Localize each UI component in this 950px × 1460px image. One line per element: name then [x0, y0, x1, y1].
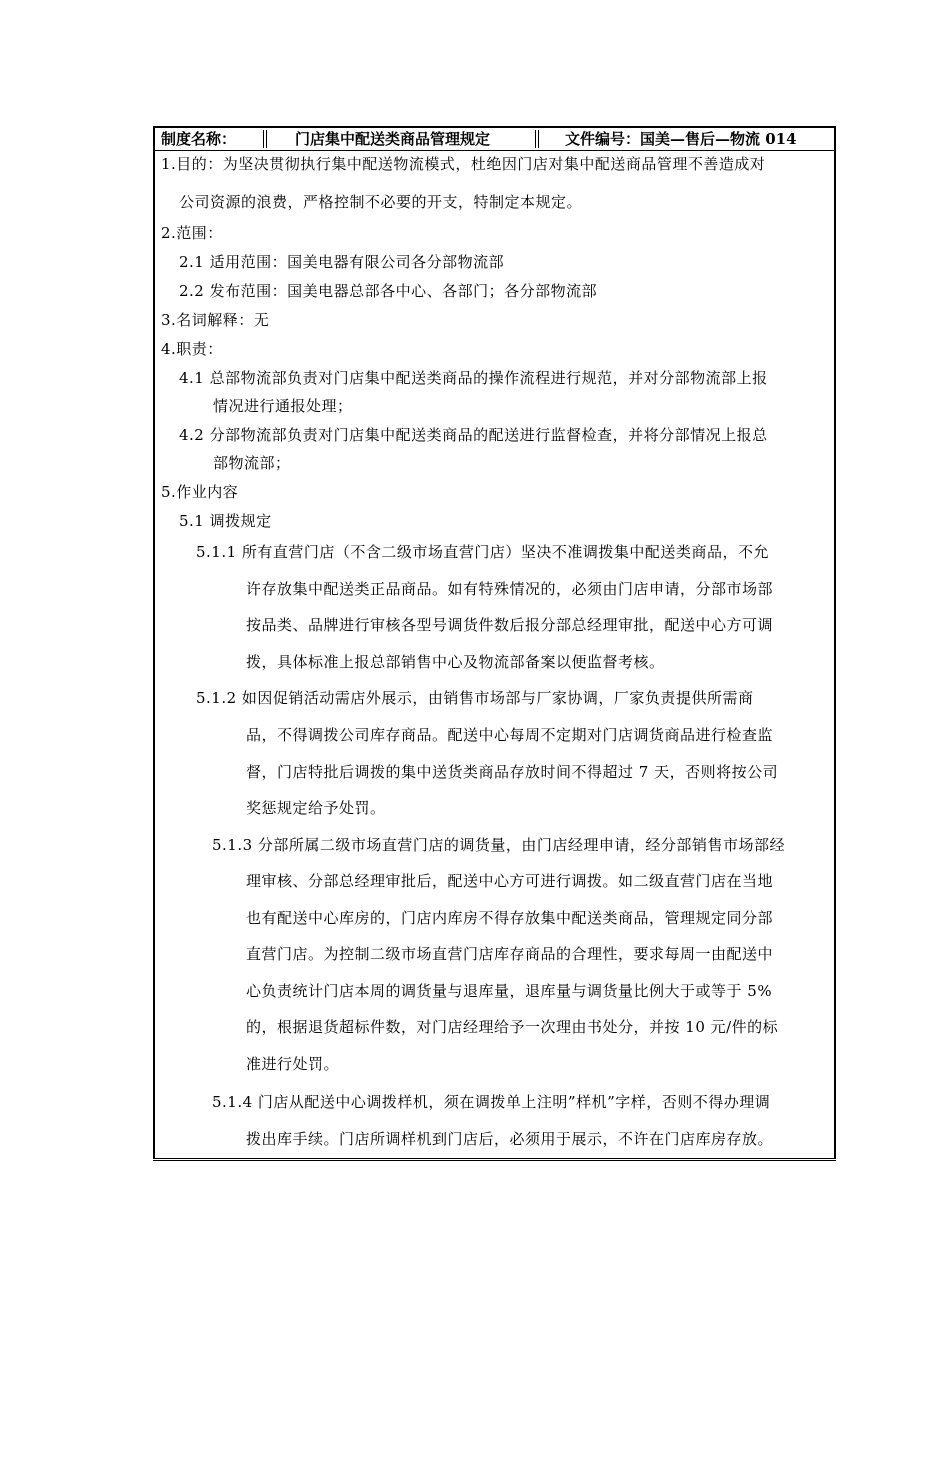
rule-5-1-4-line-2: 拨出库手续。门店所调样机到门店后，必须用于展示，不许在门店库房存放。 [246, 1130, 774, 1148]
rule-5-1-2-line-1: 5.1.2 如因促销活动需店外展示，由销售市场部与厂家协调，厂家负责提供所需商 [196, 689, 754, 707]
name-label: 制度名称： [161, 130, 237, 148]
rule-5-1-1-line-4: 拨，具体标准上报总部销售中心及物流部备案以便监督考核。 [246, 653, 665, 671]
rule-5-1-3-line-6: 的，根据退货超标件数，对门店经理给予一次理由书处分，并按 10 元/件的标 [246, 1018, 779, 1036]
purpose-line-2: 公司资源的浪费，严格控制不必要的开支，特制定本规定。 [179, 193, 583, 211]
duty-4-1-line-2: 情况进行通报处理； [213, 397, 353, 415]
transfer-rules-heading: 5.1 调拨规定 [179, 512, 272, 530]
document-title: 门店集中配送类商品管理规定 [295, 130, 491, 148]
rule-5-1-3-line-2: 理审核、分部总经理审批后，配送中心方可进行调拨。如二级直营门店在当地 [246, 872, 774, 890]
scope-applicable: 2.1 适用范围：国美电器有限公司各分部物流部 [179, 253, 505, 271]
definitions: 3.名词解释：无 [161, 311, 270, 329]
rule-5-1-2-line-3: 督，门店特批后调拨的集中送货类商品存放时间不得超过 7 天，否则将按公司 [246, 763, 779, 781]
rule-5-1-3-line-4: 直营门店。为控制二级市场直营门店库存商品的合理性，要求每周一由配送中 [246, 945, 774, 963]
rule-5-1-2-line-4: 奖惩规定给予处罚。 [246, 799, 386, 817]
scope-release: 2.2 发布范围：国美电器总部各中心、各部门；各分部物流部 [179, 282, 598, 300]
document-number: 文件编号：国美—售后—物流 014 [565, 130, 797, 148]
header-divider [263, 130, 267, 148]
duty-4-1-line-1: 4.1 总部物流部负责对门店集中配送类商品的操作流程进行规范，并对分部物流部上报 [179, 369, 768, 387]
content-box-bottom-border [153, 1158, 836, 1161]
rule-5-1-3-line-5: 心负责统计门店本周的调货量与退库量，退库量与调货量比例大于或等于 5% [246, 982, 773, 1000]
rule-5-1-1-line-3: 按品类、品牌进行审核各型号调货件数后报分部总经理审批，配送中心方可调 [246, 616, 774, 634]
rule-5-1-3-line-1: 5.1.3 分部所属二级市场直营门店的调货量，由门店经理申请，经分部销售市场部经 [212, 836, 785, 854]
header-divider [535, 130, 539, 148]
scope-heading: 2.范围： [161, 224, 223, 242]
header-row [153, 126, 836, 151]
rule-5-1-4-line-1: 5.1.4 门店从配送中心调拨样机，须在调拨单上注明”样机”字样，否则不得办理调 [212, 1093, 771, 1111]
work-content-heading: 5.作业内容 [161, 483, 239, 501]
duty-4-2-line-1: 4.2 分部物流部负责对门店集中配送类商品的配送进行监督检查，并将分部情况上报总 [179, 426, 768, 444]
rule-5-1-1-line-2: 许存放集中配送类正品商品。如有特殊情况的，必须由门店申请，分部市场部 [246, 580, 774, 598]
rule-5-1-1-line-1: 5.1.1 所有直营门店（不含二级市场直营门店）坚决不准调拨集中配送类商品，不允 [196, 543, 769, 561]
duty-4-2-line-2: 部物流部； [213, 454, 291, 472]
purpose-line-1: 1.目的：为坚决贯彻执行集中配送物流模式，杜绝因门店对集中配送商品管理不善造成对 [161, 155, 766, 173]
rule-5-1-2-line-2: 品，不得调拨公司库存商品。配送中心每周不定期对门店调货商品进行检查监 [246, 726, 774, 744]
rule-5-1-3-line-3: 也有配送中心库房的，门店内库房不得存放集中配送类商品，管理规定同分部 [246, 909, 774, 927]
duties-heading: 4.职责： [161, 340, 223, 358]
rule-5-1-3-line-7: 准进行处罚。 [246, 1055, 340, 1073]
